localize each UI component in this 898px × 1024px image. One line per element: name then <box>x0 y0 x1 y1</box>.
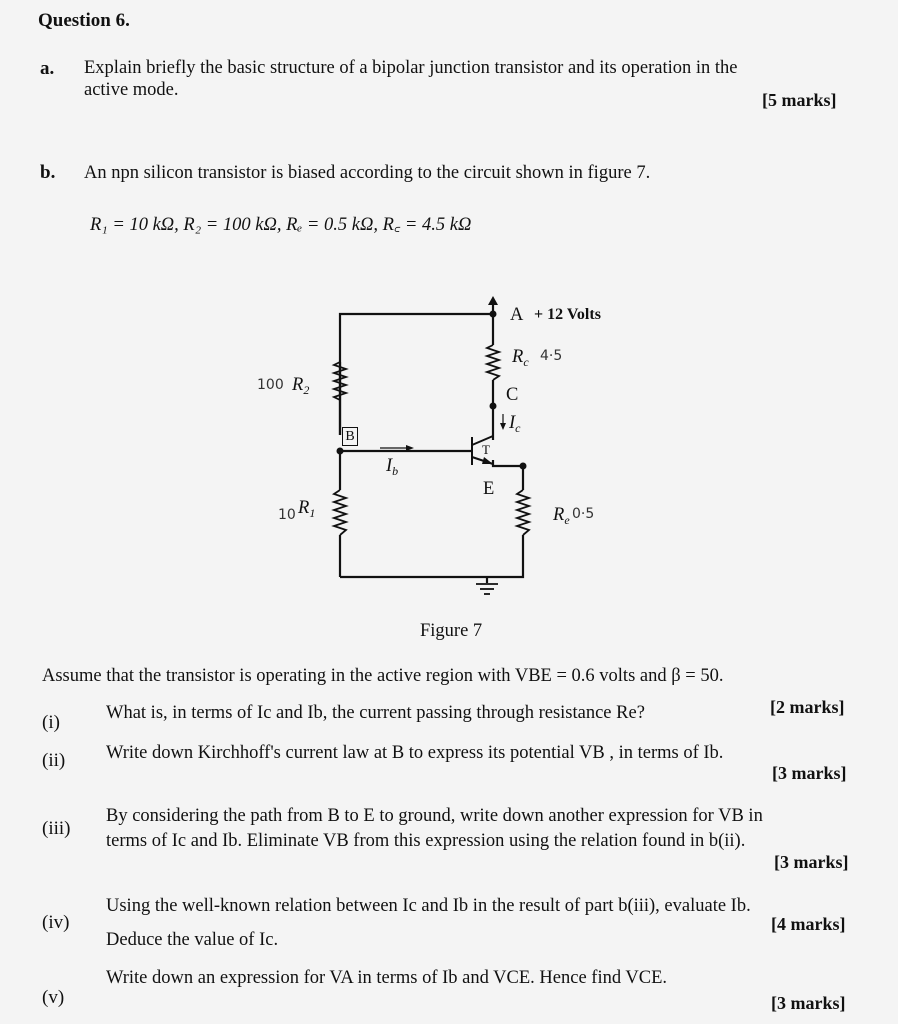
subpart-marks: [4 marks] <box>771 914 846 934</box>
subpart-label: (iii) <box>42 818 71 839</box>
circuit-wires <box>340 300 523 583</box>
part-a-line2: active mode. <box>84 80 179 100</box>
ground-symbol <box>476 584 498 594</box>
part-b-text: An npn silicon transistor is biased according to the circuit shown in figure 7. <box>84 163 651 183</box>
part-a-marks: [5 marks] <box>762 90 837 110</box>
ic-arrow <box>500 423 506 430</box>
re-handwritten: 0·5 <box>572 506 595 522</box>
supply-label: + 12 Volts <box>534 306 601 323</box>
figure-caption: Figure 7 <box>420 621 483 641</box>
part-b-label: b. <box>40 162 56 183</box>
node-c-dot <box>490 403 497 410</box>
subpart-label: (iv) <box>42 912 70 933</box>
node-e-label: E <box>483 479 495 499</box>
subpart-marks: [2 marks] <box>770 697 845 717</box>
subpart-text: Write down an expression for VA in terms of Ib and VCE. Hence find VCE. <box>106 968 668 988</box>
subpart-marks: [3 marks] <box>771 993 846 1013</box>
ic-label: $I_c$ <box>509 413 521 435</box>
resistor-r1 <box>334 490 346 535</box>
subpart-marks: [3 marks] <box>772 763 847 783</box>
subpart-label: (ii) <box>42 750 66 771</box>
subpart-text-line2: terms of Ic and Ib. Eliminate VB from this expression using the relation found in b(ii). <box>106 831 746 851</box>
node-b-dot <box>337 448 344 455</box>
subpart-text-line2: Deduce the value of Ic. <box>106 930 279 950</box>
subpart-text: What is, in terms of Ic and Ib, the current passing through resistance Re? <box>106 703 645 723</box>
ib-label: $I_b$ <box>386 456 399 478</box>
subpart-text-line1: By considering the path from B to E to ground, write down another expression for VB in <box>106 806 763 826</box>
subpart-text-line1: Using the well-known relation between Ic and Ib in the result of part b(iii), evaluate Ib. <box>106 896 751 916</box>
node-a-dot <box>490 311 497 318</box>
rc-handwritten: 4·5 <box>540 348 563 364</box>
re-label: $R_e$ <box>553 505 570 527</box>
part-a-label: a. <box>40 58 55 79</box>
r2-label: $R_2$ <box>292 375 310 397</box>
assumption-text: Assume that the transistor is operating in the active region with VBE = 0.6 volts and β = 50. <box>42 666 724 686</box>
resistor-re <box>517 490 529 535</box>
emitter-arrow <box>482 457 493 464</box>
node-c-label: C <box>506 385 519 405</box>
part-b-values: R₁ = 10 kΩ, R₂ = 100 kΩ, Rₑ = 0.5 kΩ, R꜀ = 4.5 kΩ <box>90 215 472 235</box>
transistor-label: T <box>482 442 490 457</box>
node-b-label: B <box>342 427 358 446</box>
subpart-label: (v) <box>42 987 65 1008</box>
r1-handwritten: 10 <box>278 507 296 523</box>
resistor-rc <box>487 345 499 380</box>
node-a-label: A <box>510 305 524 325</box>
supply-arrow <box>488 296 498 305</box>
subpart-marks: [3 marks] <box>774 852 849 872</box>
r2-handwritten: 100 <box>257 377 284 393</box>
rc-label: $R_c$ <box>512 347 529 369</box>
node-e-dot <box>520 463 527 470</box>
r1-label: $R_1$ <box>298 498 316 520</box>
part-a-line1: Explain briefly the basic structure of a bipolar junction transistor and its operation in the <box>84 58 738 78</box>
subpart-label: (i) <box>42 712 60 733</box>
subpart-text: Write down Kirchhoff's current law at B to express its potential VB , in terms of Ib. <box>106 743 724 763</box>
question-title: Question 6. <box>38 10 130 31</box>
